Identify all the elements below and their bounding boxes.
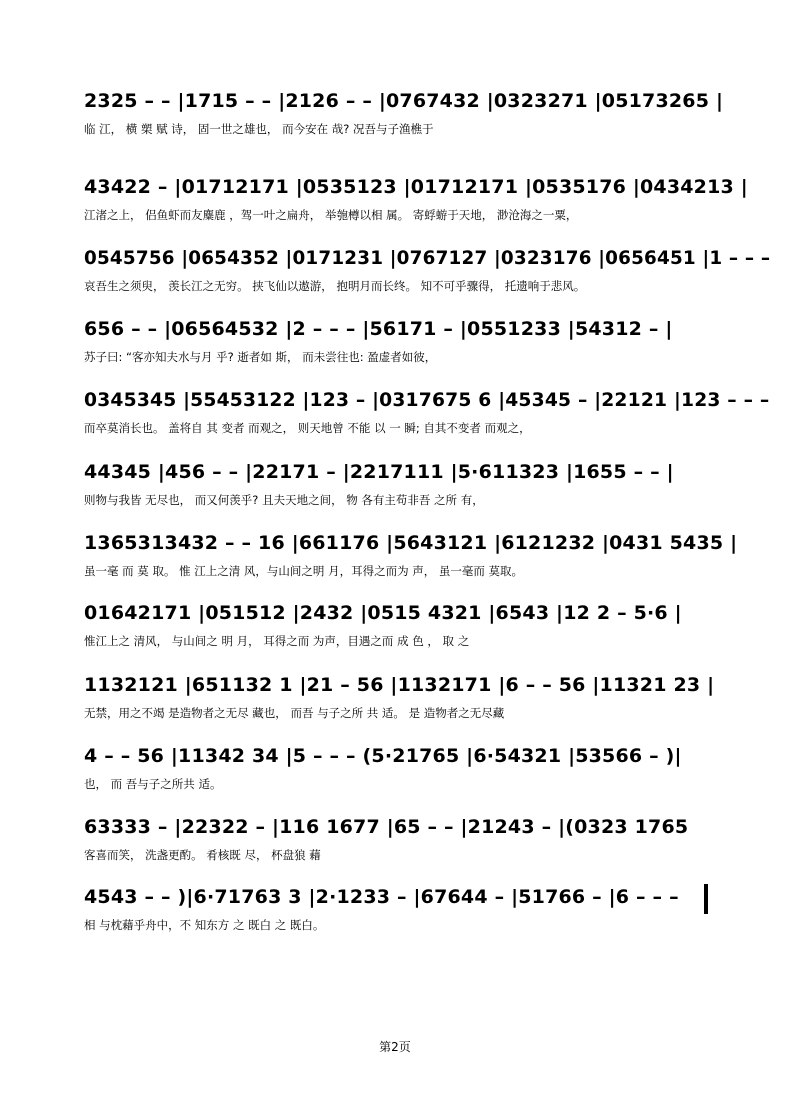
lyric-line: 相 与枕藉乎舟中，不 知东方 之 既白 之 既白。 [84,918,325,932]
score-row [0,598,790,660]
lyric-line: 也， 而 吾与子之所共 适。 [84,777,222,791]
lyric-line: 虽一毫 而 莫 取。 惟 江上之清 风，与山间之明 月，耳得之而为 声， 虽一毫而 莫取。 [84,564,524,578]
notation-line: 4543 – – )|6·71763 3 |2·1233 – |67644 – |51766 – |6 – – – [84,886,679,908]
lyric-line: 苏子曰: “客亦知夫水与月 乎? 逝者如 斯， 而未尝往也: 盈虚者如彼， [84,350,437,364]
notation-line: 1132121 |651132 1 |21 – 56 |1132171 |6 – – 56 |11321 23 | [84,674,715,696]
page-footer: 第2页 [379,1040,411,1054]
lyric-line: 而卒莫消长也。 盖将自 其 变者 而观之， 则天地曾 不能 以 一 瞬; 自其不变者 而观之， [84,421,531,435]
notation-line: 0545756 |0654352 |0171231 |0767127 |0323176 |0656451 |1 – – – [84,247,771,269]
lyric-line: 哀吾生之须臾， 羡长江之无穷。 挟飞仙以遨游， 抱明月而长终。 知不可乎骤得， 托遗响于悲风。 [84,279,586,293]
score-row [0,741,790,803]
notation-line: 63333 – |22322 – |116 1677 |65 – – |21243 – |(0323 1765 [84,816,689,838]
lyric-line: 则物与我皆 无尽也， 而又何羡乎? 且夫天地之间， 物 各有主苟非吾 之所 有， [84,493,484,507]
notation-line: 1365313432 – – 16 |661176 |5643121 |6121232 |0431 5435 | [84,532,738,554]
score-row [0,385,790,447]
notation-line: 2325 – – |1715 – – |2126 – – |0767432 |0323271 |05173265 | [84,90,724,112]
score-row [0,670,790,732]
score-row [0,882,790,944]
lyric-line: 江渚之上， 侣鱼虾而友麋鹿 ，驾一叶之扁舟， 举匏樽以相 属。 寄蜉蝣于天地， 渺沧海之一粟， [84,208,578,222]
notation-line: 0345345 |55453122 |123 – |0317675 6 |45345 – |22121 |123 – – – [84,389,770,411]
score-row [0,457,790,519]
lyric-line: 无禁，用之不竭 是造物者之无尽 藏也， 而吾 与子之所 共 适。 是 造物者之无尽藏 [84,706,505,720]
score-row [0,812,790,874]
notation-line: 4 – – 56 |11342 34 |5 – – – (5·21765 |6·54321 |53566 – )| [84,745,682,767]
score-row [0,314,790,376]
score-row [0,172,790,234]
score-row [0,528,790,590]
notation-line: 01642171 |051512 |2432 |0515 4321 |6543 |12 2 – 5·6 | [84,602,682,624]
final-barline [704,884,708,914]
notation-line: 656 – – |06564532 |2 – – – |56171 – |0551233 |54312 – | [84,318,673,340]
score-row [0,243,790,305]
notation-line: 44345 |456 – – |22171 – |2217111 |5·611323 |1655 – – | [84,461,674,483]
notation-line: 43422 – |01712171 |0535123 |01712171 |0535176 |0434213 | [84,176,748,198]
score-row [0,86,790,148]
lyric-line: 惟江上之 清风， 与山间之 明 月， 耳得之而 为声，目遇之而 成 色 ， 取 之 [84,634,470,648]
lyric-line: 客喜而笑， 洗盏更酌。 肴核既 尽， 杯盘狼 藉 [84,848,321,862]
lyric-line: 临 江， 横 槊 赋 诗， 固一世之雄也， 而今安在 哉? 况吾与子渔樵于 [84,122,434,136]
